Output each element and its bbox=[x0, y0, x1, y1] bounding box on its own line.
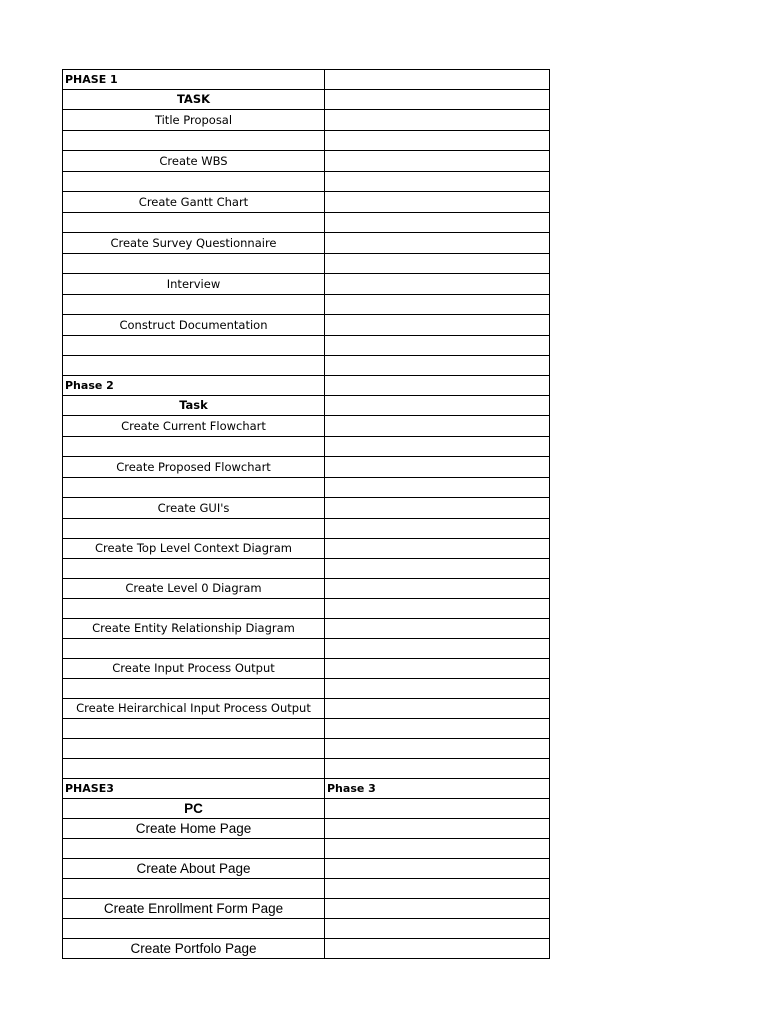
phase3-label[interactable]: PHASE3 bbox=[63, 779, 325, 799]
phase1-task-cell[interactable]: Interview bbox=[63, 274, 325, 295]
phase1-label[interactable]: PHASE 1 bbox=[63, 70, 325, 90]
empty-cell[interactable] bbox=[325, 478, 550, 498]
table-row bbox=[63, 579, 550, 599]
phase1-task-header[interactable]: TASK bbox=[63, 90, 325, 110]
phase1-header-row bbox=[63, 90, 550, 110]
phase2-label[interactable]: Phase 2 bbox=[63, 376, 325, 396]
empty-cell[interactable] bbox=[325, 859, 550, 879]
table-row bbox=[63, 539, 550, 559]
empty-cell[interactable] bbox=[325, 699, 550, 719]
phase3-label-row bbox=[63, 779, 550, 799]
phase2-task-cell[interactable]: Create Input Process Output bbox=[63, 659, 325, 679]
empty-cell[interactable] bbox=[63, 919, 325, 939]
table-row bbox=[63, 699, 550, 719]
phase2-header-row bbox=[63, 396, 550, 416]
empty-cell[interactable] bbox=[63, 839, 325, 859]
empty-cell[interactable] bbox=[325, 254, 550, 274]
task-schedule-table bbox=[62, 69, 550, 959]
phase2-label-row bbox=[63, 376, 550, 396]
empty-cell[interactable] bbox=[325, 336, 550, 356]
table-row bbox=[63, 859, 550, 879]
table-row bbox=[63, 254, 550, 274]
table-row bbox=[63, 719, 550, 739]
phase2-task-header[interactable]: Task bbox=[63, 396, 325, 416]
empty-cell[interactable] bbox=[325, 274, 550, 295]
empty-cell[interactable] bbox=[325, 233, 550, 254]
empty-cell[interactable] bbox=[63, 172, 325, 192]
empty-cell[interactable] bbox=[63, 639, 325, 659]
empty-cell[interactable] bbox=[63, 519, 325, 539]
table-row bbox=[63, 939, 550, 959]
table-row bbox=[63, 192, 550, 213]
empty-cell[interactable] bbox=[63, 336, 325, 356]
empty-cell[interactable] bbox=[325, 919, 550, 939]
empty-cell[interactable] bbox=[325, 939, 550, 959]
empty-cell[interactable] bbox=[325, 519, 550, 539]
empty-cell[interactable] bbox=[325, 539, 550, 559]
empty-cell[interactable] bbox=[325, 719, 550, 739]
phase1-task-cell[interactable]: Create WBS bbox=[63, 151, 325, 172]
empty-cell[interactable] bbox=[63, 295, 325, 315]
table-row bbox=[63, 679, 550, 699]
table-row bbox=[63, 839, 550, 859]
phase1-task-cell[interactable]: Title Proposal bbox=[63, 110, 325, 131]
empty-cell[interactable] bbox=[325, 659, 550, 679]
empty-cell[interactable] bbox=[325, 457, 550, 478]
table-row bbox=[63, 739, 550, 759]
empty-cell[interactable] bbox=[325, 619, 550, 639]
empty-cell[interactable] bbox=[325, 559, 550, 579]
empty-cell[interactable] bbox=[325, 131, 550, 151]
empty-cell[interactable] bbox=[325, 376, 550, 396]
table-row bbox=[63, 599, 550, 619]
empty-cell[interactable] bbox=[325, 90, 550, 110]
phase2-task-cell[interactable]: Create Current Flowchart bbox=[63, 416, 325, 437]
empty-cell[interactable] bbox=[325, 759, 550, 779]
empty-cell[interactable] bbox=[63, 131, 325, 151]
empty-cell[interactable] bbox=[63, 599, 325, 619]
phase3-task-cell[interactable]: Create Home Page bbox=[63, 819, 325, 839]
table-row bbox=[63, 336, 550, 356]
phase2-task-cell[interactable]: Create Heirarchical Input Process Output bbox=[63, 699, 325, 719]
phase3-label-right[interactable]: Phase 3 bbox=[325, 779, 550, 799]
empty-cell[interactable] bbox=[325, 679, 550, 699]
table-row bbox=[63, 879, 550, 899]
phase1-task-cell[interactable]: Construct Documentation bbox=[63, 315, 325, 336]
table-row bbox=[63, 559, 550, 579]
table-row bbox=[63, 295, 550, 315]
phase2-task-cell[interactable]: Create GUI's bbox=[63, 498, 325, 519]
empty-cell[interactable] bbox=[325, 110, 550, 131]
empty-cell[interactable] bbox=[325, 579, 550, 599]
empty-cell[interactable] bbox=[63, 254, 325, 274]
phase2-task-cell[interactable]: Create Proposed Flowchart bbox=[63, 457, 325, 478]
table-row bbox=[63, 819, 550, 839]
phase2-task-cell[interactable]: Create Entity Relationship Diagram bbox=[63, 619, 325, 639]
empty-cell[interactable] bbox=[325, 839, 550, 859]
empty-cell[interactable] bbox=[325, 819, 550, 839]
table-row bbox=[63, 619, 550, 639]
table-row bbox=[63, 659, 550, 679]
empty-cell[interactable] bbox=[325, 599, 550, 619]
table-row bbox=[63, 457, 550, 478]
empty-cell[interactable] bbox=[325, 416, 550, 437]
empty-cell[interactable] bbox=[63, 739, 325, 759]
table-row bbox=[63, 131, 550, 151]
empty-cell[interactable] bbox=[325, 315, 550, 336]
empty-cell[interactable] bbox=[325, 295, 550, 315]
empty-cell[interactable] bbox=[63, 356, 325, 376]
phase3-header-row bbox=[63, 799, 550, 819]
phase3-task-cell[interactable]: Create About Page bbox=[63, 859, 325, 879]
table-row bbox=[63, 437, 550, 457]
phase3-pc-header[interactable]: PC bbox=[63, 799, 325, 819]
empty-cell[interactable] bbox=[63, 437, 325, 457]
empty-cell[interactable] bbox=[63, 213, 325, 233]
empty-cell[interactable] bbox=[325, 192, 550, 213]
empty-cell[interactable] bbox=[63, 679, 325, 699]
table-row bbox=[63, 899, 550, 919]
table-row bbox=[63, 639, 550, 659]
table-row bbox=[63, 151, 550, 172]
empty-cell[interactable] bbox=[63, 759, 325, 779]
table-row bbox=[63, 213, 550, 233]
empty-cell[interactable] bbox=[325, 498, 550, 519]
phase1-label-row bbox=[63, 70, 550, 90]
empty-cell[interactable] bbox=[325, 899, 550, 919]
empty-cell[interactable] bbox=[63, 719, 325, 739]
empty-cell[interactable] bbox=[325, 213, 550, 233]
table-row bbox=[63, 759, 550, 779]
table-row bbox=[63, 416, 550, 437]
table-row bbox=[63, 233, 550, 254]
empty-cell[interactable] bbox=[63, 879, 325, 899]
phase1-task-cell[interactable]: Create Survey Questionnaire bbox=[63, 233, 325, 254]
phase1-task-cell[interactable]: Create Gantt Chart bbox=[63, 192, 325, 213]
empty-cell[interactable] bbox=[325, 151, 550, 172]
table-row bbox=[63, 172, 550, 192]
empty-cell[interactable] bbox=[63, 478, 325, 498]
table-row bbox=[63, 478, 550, 498]
table-row bbox=[63, 110, 550, 131]
empty-cell[interactable] bbox=[325, 799, 550, 819]
phase3-task-cell[interactable]: Create Portfolo Page bbox=[63, 939, 325, 959]
phase2-task-cell[interactable]: Create Level 0 Diagram bbox=[63, 579, 325, 599]
table-row bbox=[63, 519, 550, 539]
table-row bbox=[63, 315, 550, 336]
empty-cell[interactable] bbox=[325, 70, 550, 90]
empty-cell[interactable] bbox=[325, 356, 550, 376]
empty-cell[interactable] bbox=[325, 437, 550, 457]
empty-cell[interactable] bbox=[325, 172, 550, 192]
table-row bbox=[63, 274, 550, 295]
empty-cell[interactable] bbox=[325, 739, 550, 759]
empty-cell[interactable] bbox=[325, 639, 550, 659]
empty-cell[interactable] bbox=[325, 396, 550, 416]
empty-cell[interactable] bbox=[63, 559, 325, 579]
table-row bbox=[63, 919, 550, 939]
table-row bbox=[63, 498, 550, 519]
phase3-task-cell[interactable]: Create Enrollment Form Page bbox=[63, 899, 325, 919]
empty-cell[interactable] bbox=[325, 879, 550, 899]
phase2-task-cell[interactable]: Create Top Level Context Diagram bbox=[63, 539, 325, 559]
table-row bbox=[63, 356, 550, 376]
